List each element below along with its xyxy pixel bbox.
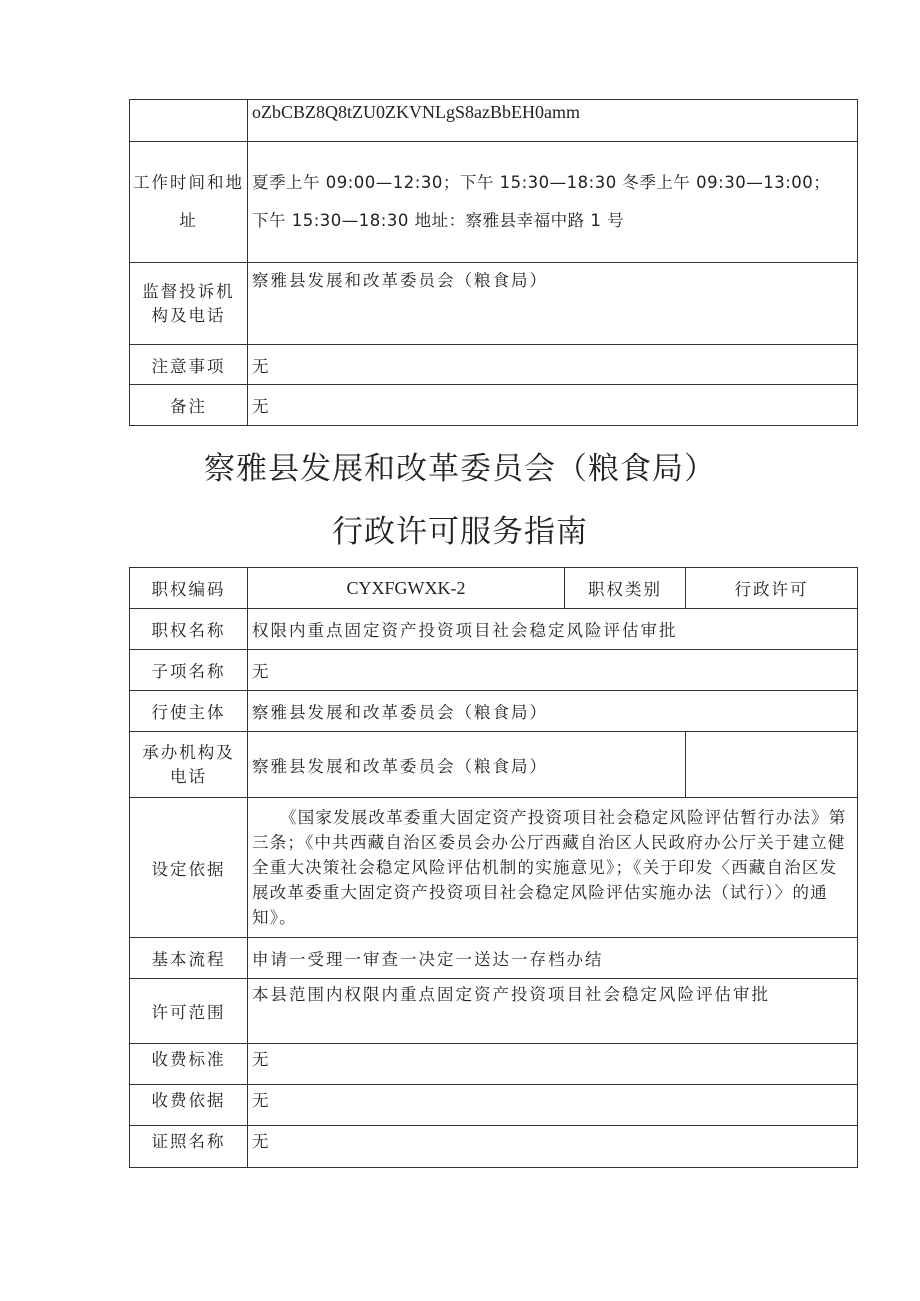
fee-standard-value: 无 [248, 1044, 858, 1085]
complaint-value: 察雅县发展和改革委员会（粮食局） [248, 263, 858, 345]
name-value: 权限内重点固定资产投资项目社会稳定风险评估审批 [248, 609, 858, 650]
handler-value: 察雅县发展和改革委员会（粮食局） [248, 732, 686, 798]
license-name-value: 无 [248, 1126, 858, 1168]
table-row [130, 385, 858, 426]
basis-value: 《国家发展改革委重大固定资产投资项目社会稳定风险评估暂行办法》第三条；《中共西藏自治区委员会办公厅西藏自治区人民政府办公厅关于建立健全重大决策社会稳定风险评估机制的实施意见》；《关于印发〈西藏自治区发展改革委重大固定资产投资项目社会稳定风险评估实施办法（试行）〉的通知》。 [248, 798, 858, 938]
category-value: 行政许可 [686, 568, 858, 609]
license-name-label: 证照名称 [130, 1126, 248, 1168]
remarks-label: 备注 [130, 385, 248, 426]
table-row [130, 609, 858, 650]
page-title: 察雅县发展和改革委员会（粮食局） [204, 451, 716, 487]
table-row [130, 142, 858, 263]
table-row [130, 979, 858, 1044]
category-label: 职权类别 [565, 568, 686, 609]
table-row [130, 732, 858, 798]
table-row [130, 263, 858, 345]
row-label [130, 100, 248, 142]
table-row [130, 100, 858, 142]
table-row [130, 938, 858, 979]
sub-item-value: 无 [248, 650, 858, 691]
previous-info-table [129, 99, 858, 426]
basis-label: 设定依据 [130, 798, 248, 938]
work-hours-label: 工作时间和地址 [130, 142, 248, 263]
service-guide-table [129, 567, 858, 1168]
work-hours-line-2: 下午 15:30—18:30 地址：察雅县幸福中路 1 号 [252, 211, 625, 230]
table-row [130, 650, 858, 691]
work-hours-line-1: 夏季上午 09:00—12:30；下午 15:30—18:30 冬季上午 09:30—13:00； [252, 173, 831, 192]
code-label: 职权编码 [130, 568, 248, 609]
table-row [130, 568, 858, 609]
work-hours-value [248, 142, 858, 263]
table-row [130, 798, 858, 938]
fee-basis-value: 无 [248, 1085, 858, 1126]
handler-label: 承办机构及电话 [130, 732, 248, 798]
table-row [130, 1085, 858, 1126]
page-subtitle: 行政许可服务指南 [332, 514, 588, 550]
scope-label: 许可范围 [130, 979, 248, 1044]
table-row [130, 1044, 858, 1085]
notes-label: 注意事项 [130, 345, 248, 385]
complaint-label: 监督投诉机构及电话 [130, 263, 248, 345]
notes-value: 无 [248, 345, 858, 385]
handler-phone-cell [686, 732, 858, 798]
remarks-value: 无 [248, 385, 858, 426]
fee-basis-label: 收费依据 [130, 1085, 248, 1126]
fee-standard-label: 收费标准 [130, 1044, 248, 1085]
code-value: CYXFGWXK-2 [248, 568, 565, 609]
executor-label: 行使主体 [130, 691, 248, 732]
executor-value: 察雅县发展和改革委员会（粮食局） [248, 691, 858, 732]
name-label: 职权名称 [130, 609, 248, 650]
sub-item-label: 子项名称 [130, 650, 248, 691]
id-code-value: oZbCBZ8Q8tZU0ZKVNLgS8azBbEH0amm [248, 100, 858, 142]
process-label: 基本流程 [130, 938, 248, 979]
table-row [130, 345, 858, 385]
table-row [130, 1126, 858, 1168]
scope-value: 本县范围内权限内重点固定资产投资项目社会稳定风险评估审批 [248, 979, 858, 1044]
process-value: 申请一受理一审查一决定一送达一存档办结 [248, 938, 858, 979]
table-row [130, 691, 858, 732]
